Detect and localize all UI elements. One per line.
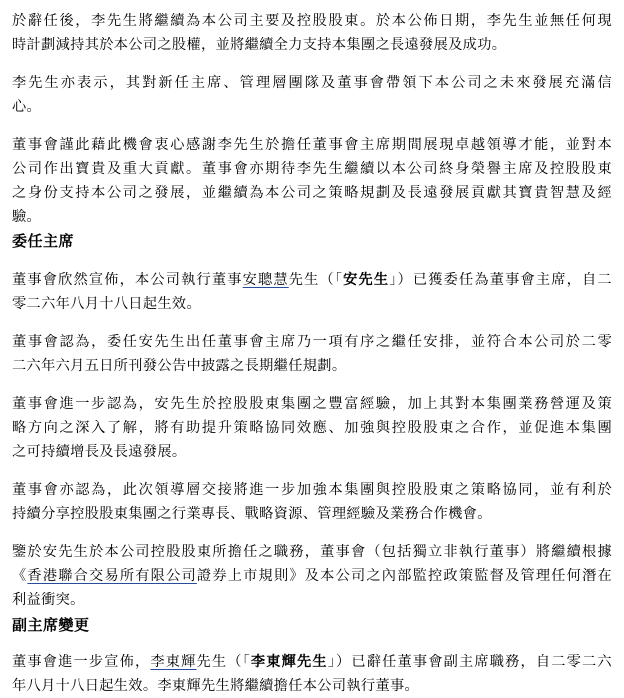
- paragraph-4-line-1: [12, 268, 612, 292]
- paragraph-9-line-2: 年八月十八日起生效。李東輝先生將繼續擔任本公司執行董事。: [12, 678, 420, 694]
- paragraph-7-line-1: 董事會亦認為，此次領導層交接將進一步加強本集團與控股股東之策略協同，並有利於: [12, 482, 612, 498]
- paragraph-4-line-2: 零二六年八月十八日起生效。: [12, 296, 201, 312]
- paragraph-8-text-a: 《: [12, 568, 28, 584]
- paragraph-5-line-1: 董事會認為，委任安先生出任董事會主席乃一項有序之繼任安排，並符合本公司於二零: [12, 334, 612, 350]
- exchange-name-link[interactable]: 香港聯合交易所有限公司: [27, 568, 197, 584]
- paragraph-3-line-4: 驗。: [12, 209, 42, 225]
- paragraph-1-line-1: 於辭任後，李先生將繼續為本公司主要及控股股東。於本公佈日期，李先生並無任何現: [12, 13, 612, 29]
- section-heading-appointment-chairman: 委任主席: [12, 232, 75, 250]
- paragraph-9-text-c: 」）已辭任董事會副主席職務，自二零二六: [327, 654, 612, 670]
- paragraph-8-text-b: 證券上市規則》及本公司之內部監控政策監督及管理任何潛在: [196, 568, 612, 584]
- paragraph-8-line-2: [12, 564, 612, 588]
- paragraph-2-line-2: 心。: [12, 99, 42, 115]
- paragraph-9-text-b: 先生（「: [196, 654, 251, 670]
- paragraph-6-line-3: 之可持續增長及長遠發展。: [12, 444, 187, 460]
- paragraph-5-line-2: 二六年六月五日所刊發公告中披露之長期繼任規劃。: [12, 358, 347, 374]
- defined-term-bold-2: 李東輝先生: [250, 654, 328, 670]
- paragraph-8-line-1: 鑒於安先生於本公司控股股東所擔任之職務，董事會（包括獨立非執行董事）將繼續根據: [12, 544, 612, 560]
- paragraph-3-line-1: 董事會謹此藉此機會衷心感謝李先生於擔任董事會主席期間展現卓越領導才能，並對本: [12, 137, 612, 153]
- director-name-link[interactable]: 安聰慧: [242, 272, 289, 288]
- paragraph-4-text-b: 先生（「: [288, 272, 344, 288]
- paragraph-3-line-3: 之身份支持本公司之發展，並繼續為本公司之策略規劃及長遠發展貢獻其寶貴智慧及經: [12, 185, 612, 201]
- section-heading-vice-chairman-change: 副主席變更: [12, 616, 90, 634]
- vice-chairman-name-link[interactable]: 李東輝: [150, 654, 197, 670]
- paragraph-2-line-1: 李先生亦表示，其對新任主席、管理層團隊及董事會帶領下本公司之未來發展充滿信: [12, 75, 612, 91]
- paragraph-6-line-1: 董事會進一步認為，安先生於控股股東集團之豐富經驗，加上其對本集團業務營運及策: [12, 396, 612, 412]
- paragraph-4-text-a: 董事會欣然宣佈，本公司執行董事: [12, 272, 243, 288]
- paragraph-6-line-2: 略方向之深入了解，將有助提升策略協同效應、加強與控股股東之合作，並促進本集團: [12, 420, 612, 436]
- paragraph-9-text-a: 董事會進一步宣佈，: [12, 654, 151, 670]
- paragraph-7-line-2: 持續分享控股股東集團之行業專長、戰略資源、管理經驗及業務合作機會。: [12, 506, 492, 522]
- defined-term-bold: 安先生: [343, 272, 390, 288]
- paragraph-8-line-3: 利益衝突。: [12, 592, 85, 608]
- paragraph-4-text-c: 」）已獲委任為董事會主席，自二: [389, 272, 612, 288]
- paragraph-9-line-1: [12, 650, 612, 674]
- paragraph-3-line-2: 公司作出寶貴及重大貢獻。董事會亦期待李先生繼續以本公司終身榮譽主席及控股股東: [12, 161, 612, 177]
- paragraph-1-line-2: 時計劃減持其於本公司之股權，並將繼續全力支持本集團之長遠發展及成功。: [12, 37, 507, 53]
